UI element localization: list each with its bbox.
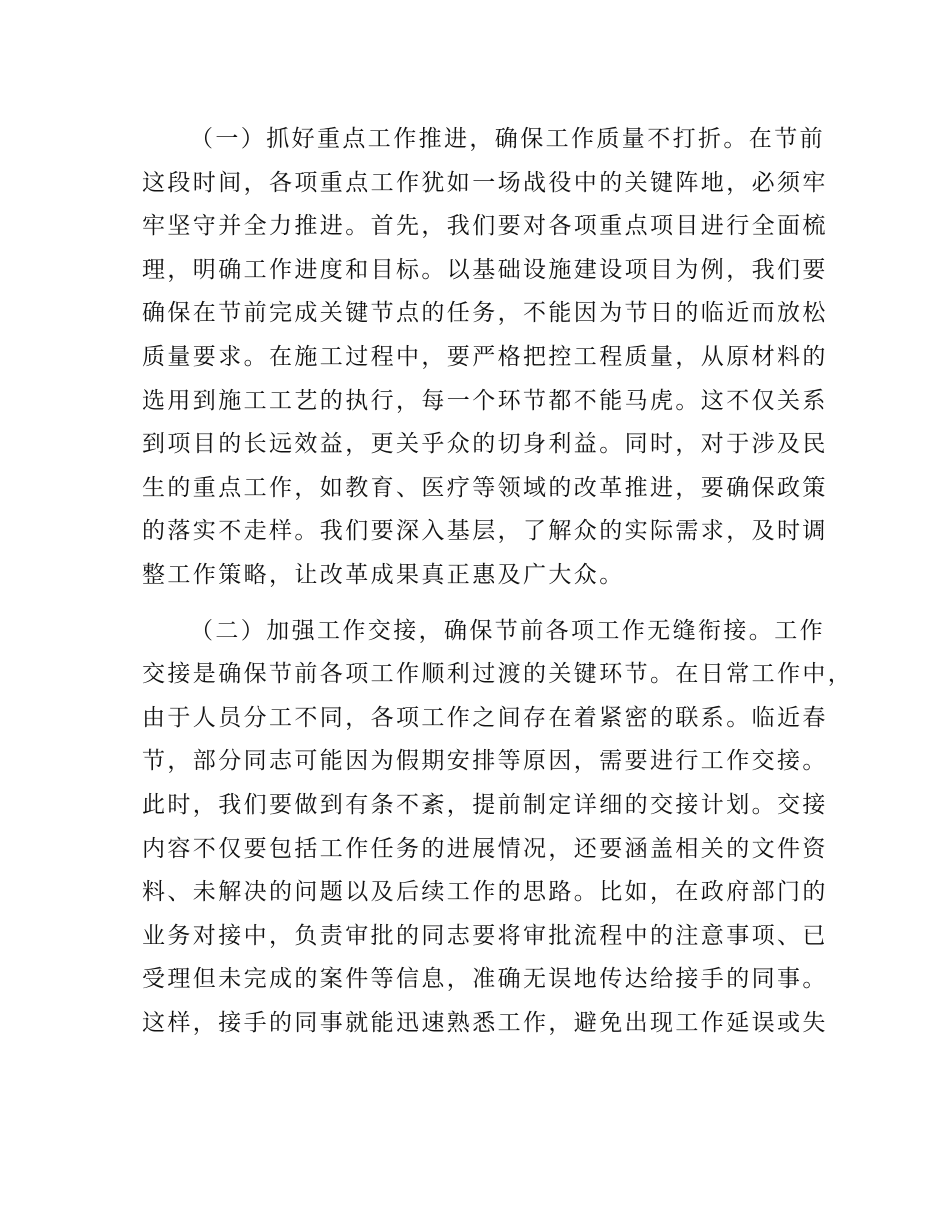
paragraph-line: （二）加强工作交接，确保节前各项工作无缝衔接。工作 bbox=[190, 617, 825, 644]
paragraph-line: 内容不仅要包括工作任务的进展情况，还要涵盖相关的文件资 bbox=[142, 835, 828, 862]
paragraph-1 bbox=[142, 118, 828, 598]
paragraph-line: 交接是确保节前各项工作顺利过渡的关键环节。在日常工作中， bbox=[142, 661, 854, 688]
paragraph-line: 这段时间，各项重点工作犹如一场战役中的关键阵地，必须牢 bbox=[142, 169, 828, 196]
paragraph-line: 的落实不走样。我们要深入基层，了解众的实际需求，及时调 bbox=[142, 518, 828, 545]
paragraph-line: 理，明确工作进度和目标。以基础设施建设项目为例，我们要 bbox=[142, 256, 828, 283]
paragraph-line: 业务对接中，负责审批的同志要将审批流程中的注意事项、已 bbox=[142, 922, 828, 949]
paragraph-line: 到项目的长远效益，更关乎众的切身利益。同时，对于涉及民 bbox=[142, 431, 828, 458]
paragraph-line: 质量要求。在施工过程中，要严格把控工程质量，从原材料的 bbox=[142, 343, 828, 370]
paragraph-line: 牢坚守并全力推进。首先，我们要对各项重点项目进行全面梳 bbox=[142, 213, 828, 240]
paragraph-line: 选用到施工工艺的执行，每一个环节都不能马虎。这不仅关系 bbox=[142, 387, 828, 414]
paragraph-line: 整工作策略，让改革成果真正惠及广大众。 bbox=[142, 561, 625, 588]
paragraph-spacer bbox=[142, 598, 810, 610]
paragraph-line: 由于人员分工不同，各项工作之间存在着紧密的联系。临近春 bbox=[142, 704, 828, 731]
paragraph-line: 确保在节前完成关键节点的任务，不能因为节日的临近而放松 bbox=[142, 300, 828, 327]
paragraph-line: 节，部分同志可能因为假期安排等原因，需要进行工作交接。 bbox=[142, 748, 828, 775]
paragraph-line: 受理但未完成的案件等信息，准确无误地传达给接手的同事。 bbox=[142, 966, 828, 993]
document-body bbox=[142, 118, 854, 1045]
paragraph-line: （一）抓好重点工作推进，确保工作质量不打折。在节前 bbox=[190, 126, 825, 152]
paragraph-2 bbox=[142, 610, 854, 1046]
paragraph-line: 这样，接手的同事就能迅速熟悉工作，避免出现工作延误或失 bbox=[142, 1009, 828, 1036]
paragraph-line: 料、未解决的问题以及后续工作的思路。比如，在政府部门的 bbox=[142, 879, 828, 906]
paragraph-line: 此时，我们要做到有条不紊，提前制定详细的交接计划。交接 bbox=[142, 791, 828, 818]
paragraph-line: 生的重点工作，如教育、医疗等领域的改革推进，要确保政策 bbox=[142, 474, 828, 501]
